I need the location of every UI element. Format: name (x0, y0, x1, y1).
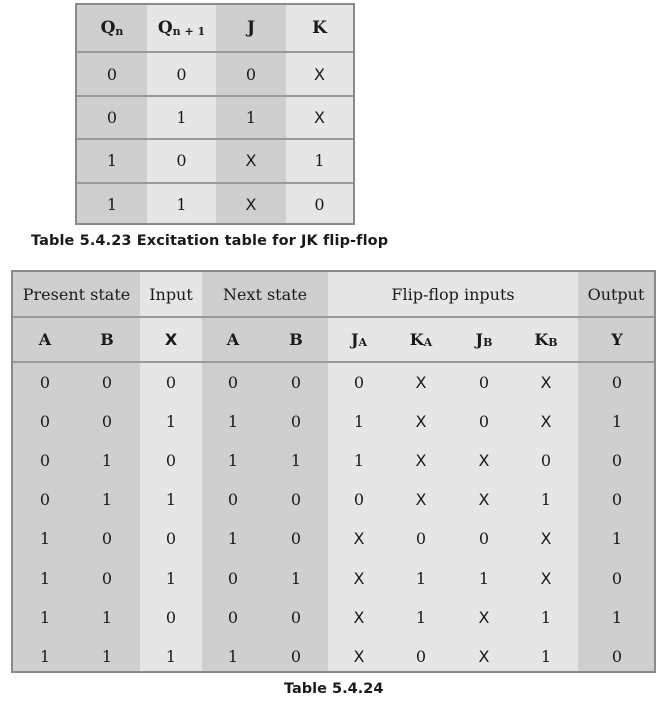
column-header: A (38, 330, 52, 349)
table-cell: 0 (290, 490, 302, 510)
table-cell: 1 (165, 646, 177, 666)
column-header: K $_B$ (534, 330, 558, 349)
table-cell: 1 (39, 568, 51, 588)
table-cell: 1 (101, 607, 113, 627)
table-cell: 1 (165, 490, 177, 510)
table-cell: X (540, 373, 552, 393)
table-cell: X (415, 373, 427, 393)
table-cell: 0 (165, 451, 177, 471)
table-cell: 0 (478, 373, 490, 393)
column-header: B (100, 330, 114, 349)
table-cell: 0 (101, 373, 113, 393)
table-cell: 1 (290, 568, 302, 588)
table-cell: X (478, 490, 490, 510)
table-cell: 0 (165, 373, 177, 393)
table-cell: 0 (353, 490, 365, 510)
table-cell: 0 (39, 490, 51, 510)
table-cell: 0 (611, 490, 623, 510)
table-cell: 0 (415, 646, 427, 666)
table-cell: 1 (245, 108, 257, 128)
table-cell: 0 (165, 607, 177, 627)
table-cell: 0 (39, 451, 51, 471)
table-cell: 0 (101, 412, 113, 432)
table-cell: 0 (39, 412, 51, 432)
table-cell: 0 (106, 108, 118, 128)
table-cell: X (478, 451, 490, 471)
column-header: X (164, 330, 178, 349)
excitation-table (75, 3, 355, 225)
table-cell: 1 (39, 607, 51, 627)
table-cell: 0 (478, 412, 490, 432)
table-cell: 0 (353, 373, 365, 393)
table-cell: X (314, 65, 325, 85)
table-cell: X (353, 529, 365, 549)
table-cell: X (245, 151, 257, 171)
table-cell: 0 (478, 529, 490, 549)
table-cell: 1 (415, 568, 427, 588)
table-cell: 1 (353, 412, 365, 432)
table-cell: 0 (611, 373, 623, 393)
table-cell: 0 (227, 373, 239, 393)
column-header: J $_B$ (475, 330, 493, 349)
table-cell: 1 (165, 412, 177, 432)
table-cell: X (245, 194, 257, 214)
group-header: Output (587, 284, 645, 304)
table-cell: 1 (290, 451, 302, 471)
table-cell: 0 (611, 451, 623, 471)
table-cell: 0 (227, 568, 239, 588)
header-cell: Q $_n$ (100, 18, 124, 38)
table-cell: 0 (165, 529, 177, 549)
table-cell: 0 (227, 607, 239, 627)
table-cell: 1 (176, 194, 187, 214)
table-cell: 0 (540, 451, 552, 471)
table-cell: 1 (227, 412, 239, 432)
table-cell: X (415, 412, 427, 432)
table-cell: 1 (611, 412, 623, 432)
table-cell: 0 (106, 65, 118, 85)
table-cell: 1 (314, 151, 325, 171)
group-header: Present state (22, 284, 131, 304)
table-cell: 1 (165, 568, 177, 588)
column-header: J $_A$ (350, 330, 368, 349)
table-cell: 0 (290, 412, 302, 432)
table-cell: 1 (540, 490, 552, 510)
table-cell: 1 (353, 451, 365, 471)
table-cell: 0 (290, 529, 302, 549)
table-cell: 0 (290, 646, 302, 666)
table-cell: 0 (415, 529, 427, 549)
header-cell: K (312, 18, 327, 38)
table-cell: X (540, 529, 552, 549)
table-cell: 0 (290, 607, 302, 627)
table-cell: 0 (101, 529, 113, 549)
table-cell: X (353, 568, 365, 588)
column-header: K $_A$ (409, 330, 433, 349)
table-cell: X (478, 646, 490, 666)
excitation-table-caption: Table 5.4.23 Excitation table for JK flip-flop (31, 233, 389, 249)
state-table-caption: Table 5.4.24 (284, 681, 384, 697)
table-cell: 0 (314, 194, 325, 214)
table-cell: 1 (540, 607, 552, 627)
table-cell: 1 (39, 646, 51, 666)
column-header: B (289, 330, 303, 349)
table-cell: 0 (39, 373, 51, 393)
column-header: A (226, 330, 240, 349)
table-cell: 0 (245, 65, 257, 85)
table-cell: 1 (101, 646, 113, 666)
header-cell: J (246, 18, 256, 38)
table-cell: 1 (106, 151, 118, 171)
header-cell: Q $_{n + 1}$ (157, 18, 206, 38)
table-cell: 1 (227, 451, 239, 471)
table-cell: 0 (176, 151, 187, 171)
table-cell: X (415, 451, 427, 471)
state-table (11, 270, 656, 673)
table-cell: X (540, 412, 552, 432)
table-cell: 0 (290, 373, 302, 393)
table-cell: 1 (611, 607, 623, 627)
table-cell: 1 (611, 529, 623, 549)
table-cell: X (314, 108, 325, 128)
table-cell: X (478, 607, 490, 627)
table-cell: 1 (540, 646, 552, 666)
table-cell: 0 (101, 568, 113, 588)
table-cell: 1 (106, 194, 118, 214)
table-cell: 0 (611, 646, 623, 666)
table-cell: 1 (227, 529, 239, 549)
table-cell: 1 (101, 490, 113, 510)
group-header: Next state (222, 284, 308, 304)
table-cell: X (415, 490, 427, 510)
table-cell: 1 (101, 451, 113, 471)
table-cell: 0 (176, 65, 187, 85)
table-cell: X (540, 568, 552, 588)
table-cell: X (353, 646, 365, 666)
table-cell: 0 (611, 568, 623, 588)
column-header: Y (611, 330, 623, 349)
group-header: Input (149, 284, 193, 304)
table-cell: 0 (227, 490, 239, 510)
table-cell: 1 (478, 568, 490, 588)
table-cell: X (353, 607, 365, 627)
table-cell: 1 (39, 529, 51, 549)
group-header: Flip-flop inputs (391, 284, 515, 304)
table-cell: 1 (176, 108, 187, 128)
table-cell: 1 (415, 607, 427, 627)
table-cell: 1 (227, 646, 239, 666)
